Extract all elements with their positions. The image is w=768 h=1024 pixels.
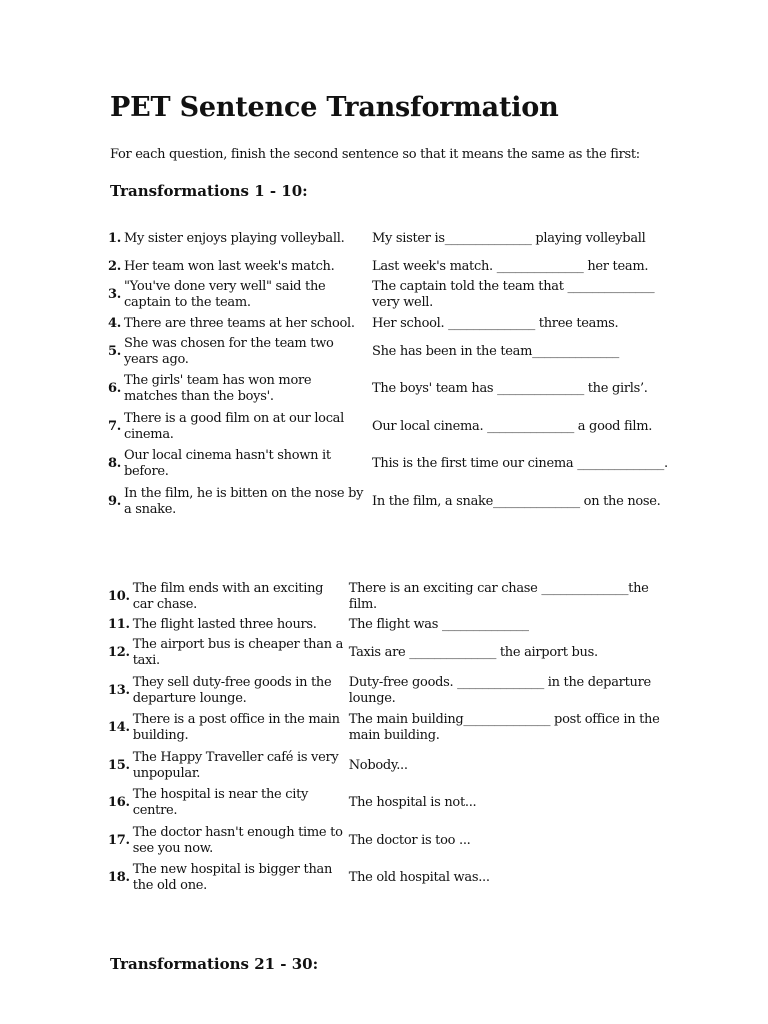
table-row [108, 822, 660, 860]
transformations-table-2 [108, 578, 660, 897]
second-sentence: She has been in the team______________ [372, 343, 619, 359]
second-sentence: Our local cinema. ______________ a good film. [372, 418, 653, 434]
question-number: 9. [108, 493, 121, 509]
question-number: 6. [108, 381, 121, 397]
first-sentence: There are three teams at her school. [124, 315, 355, 331]
question-number: 15. [108, 757, 130, 773]
second-sentence: Nobody... [348, 757, 408, 773]
table-row [108, 314, 668, 333]
first-sentence: She was chosen for the team two years ago. [124, 335, 334, 367]
table-row [108, 747, 660, 785]
table-row [108, 616, 660, 635]
question-number: 18. [108, 870, 130, 886]
first-sentence: The flight lasted three hours. [132, 617, 317, 632]
question-number: 2. [108, 259, 121, 274]
table-row [108, 860, 660, 898]
instruction-text: For each question, finish the second sentence so that it means the same as the first: [110, 147, 640, 162]
question-number: 14. [108, 720, 130, 736]
first-sentence: In the film, he is bitten on the nose by a snake. [124, 485, 364, 517]
first-sentence: The hospital is near the city centre. [132, 787, 309, 819]
table-row [108, 672, 660, 710]
second-sentence: The hospital is not... [348, 795, 477, 811]
table-row [108, 258, 668, 277]
question-number: 5. [108, 343, 121, 359]
question-number: 17. [108, 832, 130, 848]
second-sentence: Last week's match. ______________ her team. [372, 259, 649, 274]
table-row [108, 578, 660, 616]
table-row [108, 408, 668, 446]
first-sentence: Our local cinema hasn't shown it before. [124, 448, 331, 480]
second-sentence: There is an exciting car chase ______________the film. [348, 580, 649, 612]
question-number: 1. [108, 230, 121, 246]
second-sentence: The main building______________ post office in the main building. [348, 712, 660, 744]
second-sentence: The doctor is too ... [348, 832, 471, 848]
table-row [108, 371, 668, 409]
second-sentence: The boys' team has ______________ the girls’. [372, 381, 648, 397]
first-sentence: The doctor hasn't enough time to see you now. [132, 824, 343, 856]
question-number: 10. [108, 588, 130, 604]
question-number: 11. [108, 617, 130, 632]
first-sentence: Her team won last week's match. [124, 259, 335, 274]
question-number: 3. [108, 287, 121, 303]
page-title: PET Sentence Transformation [110, 92, 559, 123]
question-number: 4. [108, 315, 121, 331]
first-sentence: There is a good film on at our local cinema. [124, 410, 344, 442]
second-sentence: This is the first time our cinema ______________. [372, 456, 668, 472]
first-sentence: "You've done very well" said the captain to the team. [124, 279, 326, 311]
second-sentence: The captain told the team that ______________ very well. [372, 279, 655, 311]
table-row [108, 220, 668, 258]
first-sentence: The Happy Traveller café is very unpopular. [132, 749, 339, 781]
table-row [108, 710, 660, 748]
first-sentence: They sell duty-free goods in the departure lounge. [132, 674, 332, 706]
second-sentence: Her school. ______________ three teams. [372, 315, 619, 331]
section-heading-1-10: Transformations 1 - 10: [110, 182, 308, 200]
second-sentence: Duty-free goods. ______________ in the departure lounge. [348, 674, 651, 706]
second-sentence: Taxis are ______________ the airport bus. [348, 645, 598, 661]
first-sentence: The new hospital is bigger than the old one. [132, 862, 333, 894]
table-row [108, 333, 668, 371]
table-row [108, 277, 668, 315]
question-number: 13. [108, 682, 130, 698]
second-sentence: My sister is______________ playing volleyball [372, 230, 646, 246]
second-sentence: The old hospital was... [348, 870, 490, 886]
table-row [108, 483, 668, 521]
first-sentence: The film ends with an exciting car chase. [132, 580, 324, 612]
first-sentence: There is a post office in the main building. [132, 712, 340, 744]
second-sentence: In the film, a snake______________ on the nose. [372, 493, 661, 509]
question-number: 7. [108, 418, 121, 434]
question-number: 16. [108, 795, 130, 811]
table-row [108, 785, 660, 823]
question-number: 8. [108, 456, 121, 472]
first-sentence: The girls' team has won more matches than the boys'. [124, 373, 312, 405]
question-number: 12. [108, 645, 130, 661]
second-sentence: The flight was ______________ [348, 617, 529, 632]
transformations-table-1 [108, 220, 668, 521]
first-sentence: The airport bus is cheaper than a taxi. [132, 637, 344, 669]
first-sentence: My sister enjoys playing volleyball. [124, 230, 345, 246]
table-row [108, 635, 660, 673]
section-heading-21-30: Transformations 21 - 30: [110, 955, 319, 973]
table-row [108, 446, 668, 484]
